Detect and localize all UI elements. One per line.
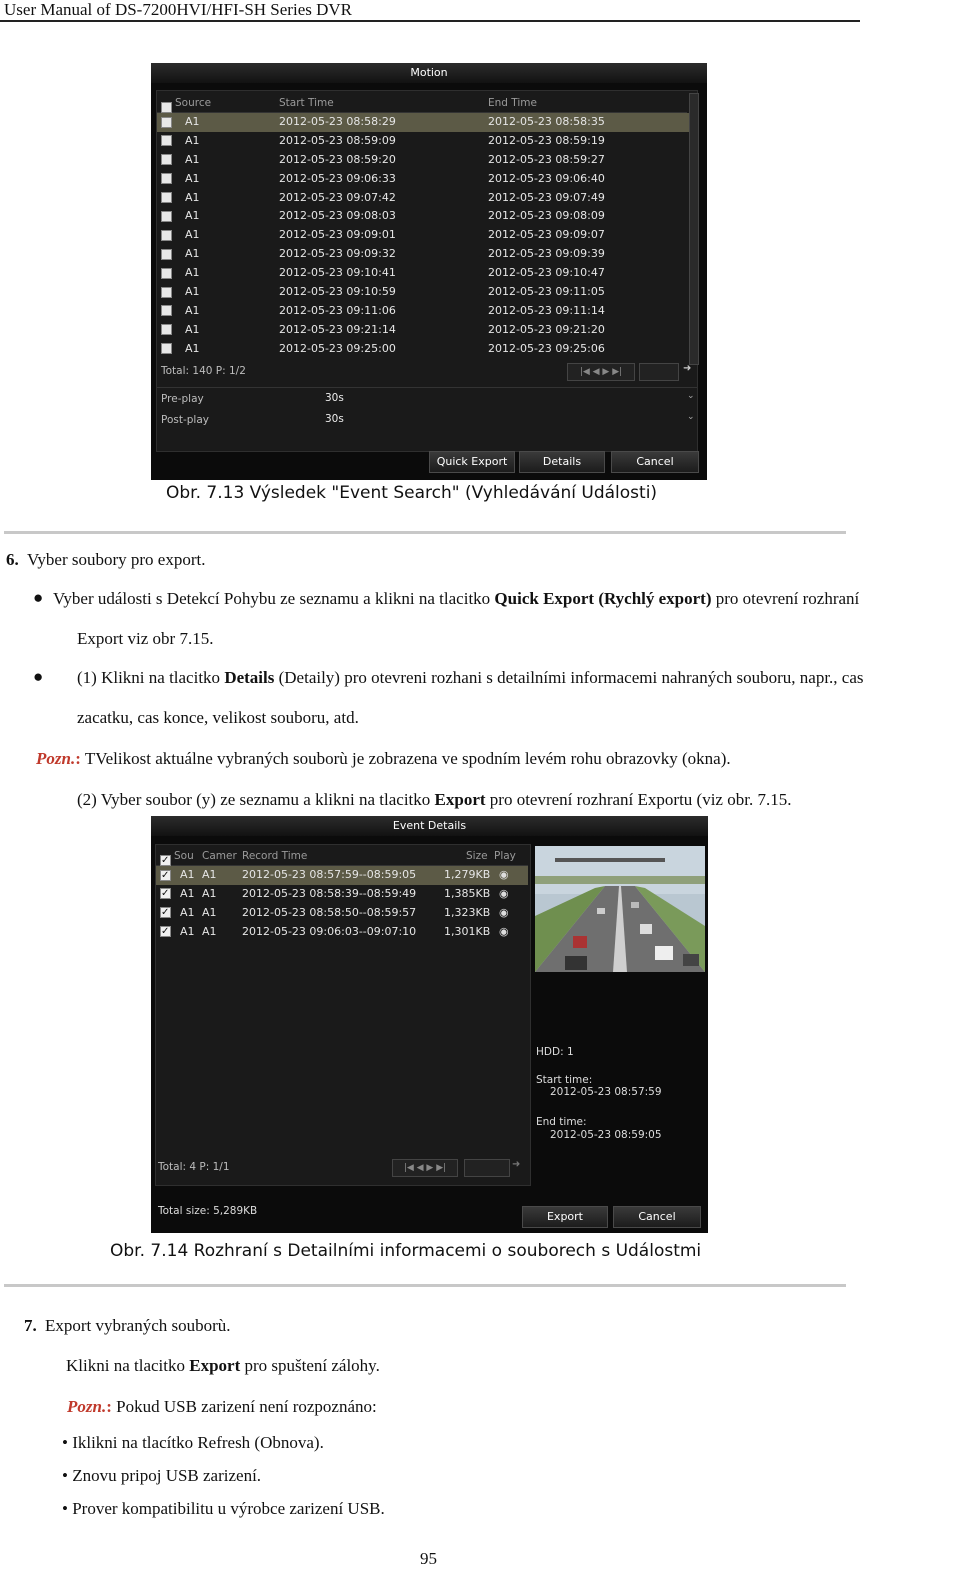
quick-export-button[interactable]: Quick Export (429, 451, 515, 473)
motion-event-list (156, 90, 698, 452)
cell-source: A1 (185, 209, 200, 223)
preplay-label: Pre-play (161, 393, 204, 405)
end-time-label: End time: (536, 1116, 587, 1128)
bullet-2-part-b: (Detaily) pro otevreni rozhani s detailními informacemi nahraných souboru, napr., cas (274, 668, 864, 687)
divider (157, 387, 697, 388)
row-checkbox[interactable] (160, 907, 171, 918)
column-source: Source (175, 97, 212, 109)
column-size: Size (466, 850, 488, 862)
start-time-value: 2012-05-23 08:57:59 (550, 1086, 662, 1098)
bullet-2-line-2: zacatku, cas konce, velikost souboru, atd. (77, 708, 359, 727)
bullet-icon: • (62, 1433, 68, 1452)
paragraph-2-part-a: (2) Vyber soubor (y) ze seznamu a klikni na tlacitko (77, 790, 435, 809)
bullet-2-bold: Details (224, 668, 275, 687)
cancel-button[interactable]: Cancel (611, 451, 699, 473)
cell-source: A1 (185, 266, 200, 280)
note-colon: : (106, 1397, 112, 1416)
table-row[interactable] (157, 113, 691, 132)
bullet-text: Prover kompatibilitu u výrobce zarizení USB. (72, 1499, 385, 1518)
note-text: TVelikost aktuálne vybraných souborù je zobrazena ve spodním levém rohu obrazovky (okna). (80, 749, 731, 768)
cell-source: A1 (185, 247, 200, 261)
table-row[interactable] (157, 132, 691, 151)
table-row[interactable] (157, 302, 691, 321)
caption-rule (4, 1284, 846, 1287)
bullet-1-bold: Quick Export (Rychlý export) (494, 589, 712, 608)
hdd-label: HDD: 1 (536, 1046, 574, 1058)
cell-camera: A1 (202, 886, 217, 900)
details-total-label: Total: 4 P: 1/1 (158, 1161, 230, 1173)
bullet-1-part-a: Vyber události s Detekcí Pohybu ze seznamu a klikni na tlacitko (53, 589, 495, 608)
cell-end-time: 2012-05-23 08:58:35 (488, 115, 605, 128)
bullet-icon: • (62, 1466, 68, 1485)
cell-record-time: 2012-05-23 08:58:39--08:59:49 (242, 886, 417, 900)
total-size-label: Total size: 5,289KB (158, 1205, 258, 1217)
bullet-1-text (53, 589, 859, 609)
column-camera: Camer (202, 850, 237, 862)
details-page-input[interactable] (464, 1159, 510, 1177)
cell-start-time: 2012-05-23 09:25:00 (279, 341, 396, 355)
note-colon: : (75, 749, 81, 768)
row-checkbox[interactable] (161, 230, 172, 241)
cell-start-time: 2012-05-23 09:08:03 (279, 209, 396, 223)
row-checkbox[interactable] (160, 888, 171, 899)
note-label: Pozn. (67, 1397, 107, 1416)
cell-size: 1,385KB (444, 886, 491, 900)
table-row[interactable] (157, 321, 691, 340)
row-checkbox[interactable] (161, 192, 172, 203)
cell-start-time: 2012-05-23 08:59:20 (279, 152, 396, 166)
cancel-button[interactable]: Cancel (613, 1206, 701, 1228)
table-row[interactable] (157, 170, 691, 189)
details-list-header (156, 847, 528, 866)
cell-start-time: 2012-05-23 08:59:09 (279, 133, 396, 147)
row-checkbox[interactable] (161, 249, 172, 260)
cell-source: A1 (185, 303, 200, 317)
motion-dialog (151, 63, 707, 480)
motion-list-header (157, 94, 687, 113)
row-checkbox[interactable] (161, 287, 172, 298)
instruction-bold: Export (189, 1356, 241, 1375)
event-details-title: Event Details (151, 816, 708, 836)
step-number: 7. (24, 1316, 37, 1335)
paragraph-2-part-b: pro otevrení rozhraní Exportu (viz obr. 7.15. (485, 790, 792, 809)
column-end-time: End Time (488, 97, 537, 109)
step-7-instruction (66, 1356, 380, 1376)
note-label: Pozn. (36, 749, 76, 768)
export-button[interactable]: Export (522, 1206, 608, 1228)
motion-rows (157, 113, 691, 359)
cell-source: A1 (185, 133, 200, 147)
cell-source: A1 (185, 171, 200, 185)
cell-source: A1 (180, 868, 195, 881)
video-preview (535, 846, 705, 972)
row-checkbox[interactable] (161, 117, 172, 128)
table-row[interactable] (157, 151, 691, 170)
cell-end-time: 2012-05-23 09:11:14 (488, 303, 605, 317)
cell-end-time: 2012-05-23 09:09:07 (488, 228, 605, 242)
cell-start-time: 2012-05-23 09:09:01 (279, 228, 396, 242)
table-row[interactable] (156, 904, 528, 923)
cell-source: A1 (185, 322, 200, 336)
cell-start-time: 2012-05-23 09:07:42 (279, 190, 396, 204)
chevron-down-icon[interactable]: ⌄ (687, 412, 695, 422)
bullet-icon: ● (33, 588, 44, 607)
table-row[interactable] (156, 885, 528, 904)
row-checkbox[interactable] (161, 305, 172, 316)
cell-end-time: 2012-05-23 09:11:05 (488, 285, 605, 299)
page-number: 95 (420, 1549, 437, 1568)
table-row[interactable] (156, 923, 528, 942)
cell-start-time: 2012-05-23 09:10:59 (279, 285, 396, 299)
bullet-text: Iklikni na tlacítko Refresh (Obnova). (72, 1433, 324, 1452)
cell-size: 1,301KB (444, 924, 491, 938)
details-file-list (155, 844, 531, 1186)
motion-list-scrollbar[interactable] (689, 93, 699, 365)
cell-end-time: 2012-05-23 09:09:39 (488, 247, 605, 261)
table-row[interactable] (157, 207, 691, 226)
usb-bullet-3 (62, 1499, 385, 1519)
note-2 (67, 1397, 377, 1417)
cell-start-time: 2012-05-23 08:58:29 (279, 115, 396, 128)
bullet-1-part-b: pro otevrení rozhraní (711, 589, 860, 608)
table-row[interactable] (156, 866, 528, 885)
table-row[interactable] (157, 340, 691, 359)
chevron-down-icon[interactable]: ⌄ (687, 391, 695, 401)
play-icon[interactable]: ◉ (499, 905, 509, 919)
paragraph-2-bold: Export (434, 790, 486, 809)
cell-camera: A1 (202, 924, 217, 938)
figure-caption-7-13: Obr. 7.13 Výsledek "Event Search" (Vyhledávání Události) (166, 483, 658, 503)
cell-source: A1 (185, 285, 200, 299)
cell-size: 1,323KB (444, 905, 491, 919)
cell-record-time: 2012-05-23 08:58:50--08:59:57 (242, 905, 417, 919)
row-checkbox[interactable] (161, 135, 172, 146)
instruction-part-a: Klikni na tlacitko (66, 1356, 190, 1375)
details-pagination[interactable]: |◀ ◀ ▶ ▶| (392, 1159, 458, 1177)
instruction-part-b: pro spuštení zálohy. (240, 1356, 380, 1375)
start-time-label: Start time: (536, 1074, 593, 1086)
details-button[interactable]: Details (519, 451, 605, 473)
bullet-icon: • (62, 1499, 68, 1518)
cell-camera: A1 (202, 868, 217, 881)
row-checkbox[interactable] (161, 324, 172, 335)
cell-end-time: 2012-05-23 09:25:06 (488, 341, 605, 355)
table-row[interactable] (157, 245, 691, 264)
row-checkbox[interactable] (161, 211, 172, 222)
postplay-select[interactable]: 30s (325, 413, 344, 425)
postplay-label: Post-play (161, 414, 209, 426)
cell-source: A1 (185, 190, 200, 204)
cell-source: A1 (180, 886, 195, 900)
column-play: Play (494, 850, 516, 862)
preplay-select[interactable]: 30s (325, 392, 344, 404)
table-row[interactable] (157, 189, 691, 208)
cell-source: A1 (180, 924, 195, 938)
paragraph-2 (77, 790, 791, 810)
play-icon[interactable]: ◉ (499, 886, 509, 900)
row-checkbox[interactable] (161, 343, 172, 354)
cell-end-time: 2012-05-23 09:08:09 (488, 209, 605, 223)
cell-record-time: 2012-05-23 09:06:03--09:07:10 (242, 924, 417, 938)
select-all-checkbox[interactable] (161, 102, 172, 113)
figure-caption-7-14: Obr. 7.14 Rozhraní s Detailními informacemi o souborech s Událostmi (110, 1241, 702, 1261)
motion-go-icon[interactable]: ➜ (683, 363, 692, 374)
motion-total-label: Total: 140 P: 1/2 (161, 365, 246, 377)
motion-dialog-title: Motion (151, 63, 707, 83)
cell-size: 1,279KB (444, 868, 491, 881)
cell-end-time: 2012-05-23 09:07:49 (488, 190, 605, 204)
cell-source: A1 (185, 228, 200, 242)
note-text: Pokud USB zarizení není rozpoznáno: (111, 1397, 377, 1416)
cell-source: A1 (185, 115, 200, 128)
event-details-dialog (151, 816, 708, 1233)
details-rows (156, 866, 528, 942)
table-row[interactable] (157, 283, 691, 302)
step-title: Export vybraných souborù. (45, 1316, 231, 1335)
cell-source: A1 (180, 905, 195, 919)
cell-start-time: 2012-05-23 09:21:14 (279, 322, 396, 336)
column-source: Sou (174, 850, 194, 862)
cell-end-time: 2012-05-23 09:10:47 (488, 266, 605, 280)
step-number: 6. (6, 550, 19, 569)
road-preview-image (535, 846, 705, 972)
note-1 (36, 749, 731, 769)
cell-source: A1 (185, 341, 200, 355)
cell-end-time: 2012-05-23 08:59:19 (488, 133, 605, 147)
cell-start-time: 2012-05-23 09:09:32 (279, 247, 396, 261)
motion-pagination[interactable]: |◀ ◀ ▶ ▶| (567, 363, 635, 381)
play-icon[interactable]: ◉ (499, 868, 509, 881)
bullet-2-text (77, 668, 864, 688)
row-checkbox[interactable] (161, 173, 172, 184)
column-start-time: Start Time (279, 97, 334, 109)
step-7 (24, 1316, 231, 1336)
document-header: User Manual of DS-7200HVI/HFI-SH Series DVR (4, 0, 352, 19)
table-row[interactable] (157, 264, 691, 283)
header-rule (0, 20, 860, 22)
cell-start-time: 2012-05-23 09:10:41 (279, 266, 396, 280)
play-icon[interactable]: ◉ (499, 924, 509, 938)
cell-end-time: 2012-05-23 09:06:40 (488, 171, 605, 185)
step-title: Vyber soubory pro export. (27, 550, 206, 569)
column-record-time: Record Time (242, 850, 308, 862)
caption-rule (4, 531, 846, 534)
bullet-2-part-a: (1) Klikni na tlacitko (77, 668, 225, 687)
cell-end-time: 2012-05-23 08:59:27 (488, 152, 605, 166)
cell-end-time: 2012-05-23 09:21:20 (488, 322, 605, 336)
row-checkbox[interactable] (161, 154, 172, 165)
end-time-value: 2012-05-23 08:59:05 (550, 1129, 662, 1141)
cell-camera: A1 (202, 905, 217, 919)
step-6 (6, 550, 205, 570)
cell-start-time: 2012-05-23 09:06:33 (279, 171, 396, 185)
select-all-checkbox[interactable] (160, 855, 171, 866)
row-checkbox[interactable] (161, 268, 172, 279)
details-go-icon[interactable]: ➜ (512, 1159, 521, 1170)
cell-start-time: 2012-05-23 09:11:06 (279, 303, 396, 317)
row-checkbox[interactable] (160, 926, 171, 937)
usb-bullet-1 (62, 1433, 324, 1453)
bullet-text: Znovu pripoj USB zarizení. (72, 1466, 262, 1485)
bullet-icon: ● (33, 667, 44, 686)
cell-record-time: 2012-05-23 08:57:59--08:59:05 (242, 868, 417, 881)
row-checkbox[interactable] (160, 870, 171, 881)
usb-bullet-2 (62, 1466, 261, 1486)
table-row[interactable] (157, 226, 691, 245)
bullet-1-line-2: Export viz obr 7.15. (77, 629, 214, 648)
cell-source: A1 (185, 152, 200, 166)
motion-page-input[interactable] (639, 363, 679, 381)
